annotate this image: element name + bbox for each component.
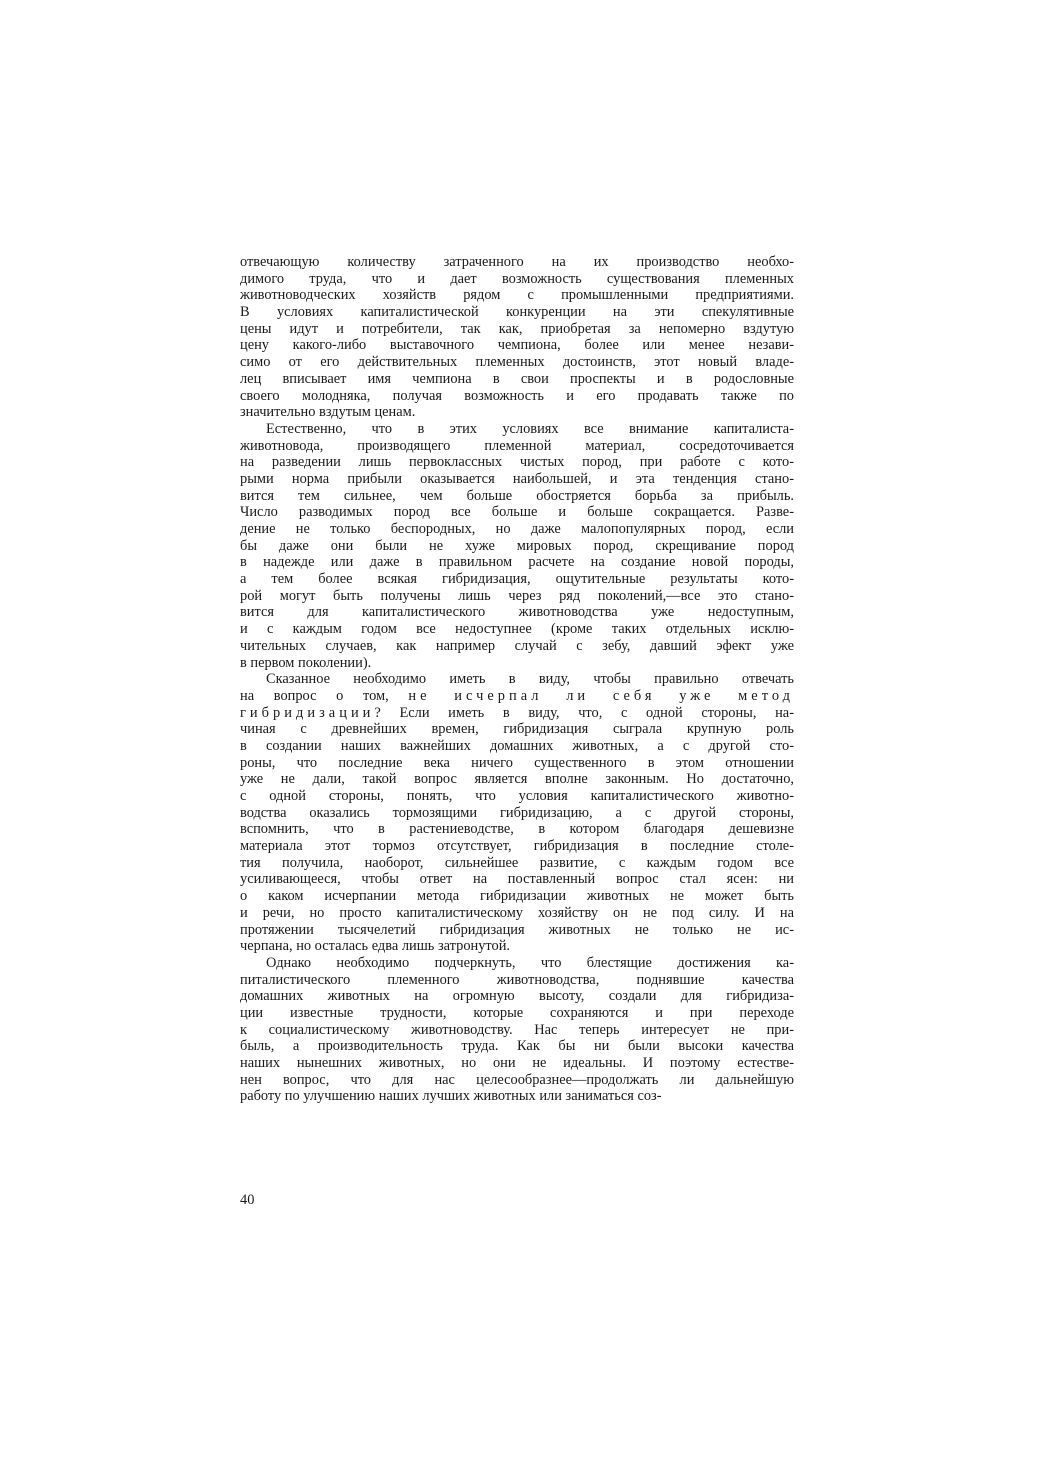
text-line: питалистического племенного животноводства, поднявшие качества	[240, 971, 794, 988]
text-line: гибридизации? Если иметь в виду, что, с одной стороны, на-	[240, 704, 794, 721]
text-line: Однако необходимо подчеркнуть, что блестящие достижения ка-	[266, 954, 794, 971]
emphasized-phrase: гибридизации	[240, 704, 375, 721]
text-line: Число разводимых пород все больше и больше сокращается. Разве-	[240, 504, 794, 521]
text-line: вится для капиталистического животноводства уже недоступным,	[240, 604, 794, 621]
text-line: и с каждым годом все недоступнее (кроме таких отдельных исклю-	[240, 621, 794, 638]
text-line: чительных случаев, как например случай с зебу, давший эфект уже	[240, 637, 794, 654]
text-line: вится тем сильнее, чем больше обостряется борьба за прибыль.	[240, 487, 794, 504]
text-line: черпана, но осталась едва лишь затронутой.	[240, 938, 510, 955]
text-line: лец вписывает имя чемпиона в свои проспекты и в родословные	[240, 370, 794, 387]
text-line: с одной стороны, понять, что условия капиталистического животно-	[240, 788, 794, 804]
text-line: работу по улучшению наших лучших животных или заниматься соз-	[240, 1088, 662, 1105]
text-line: симо от его действительных племенных достоинств, этот новый владе-	[240, 354, 794, 371]
text-line: дение не только беспородных, но даже малопопулярных пород, если	[240, 521, 794, 537]
text-line: уже не дали, такой вопрос является вполне законным. Но достаточно,	[240, 771, 794, 788]
text-line: домашних животных на огромную высоту, создали для гибридиза-	[240, 988, 794, 1005]
text-line: роны, что последние века ничего существенного в этом отношении	[240, 754, 794, 771]
text-line: водства оказались тормозящими гибридизацию, а с другой стороны,	[240, 804, 794, 821]
text-line: Сказанное необходимо иметь в виду, чтобы правильно отвечать	[266, 671, 794, 688]
page-number: 40	[240, 1192, 255, 1208]
emphasized-phrase: не исчерпал ли себя уже метод	[408, 687, 794, 704]
text-line: значительно вздутым ценам.	[240, 404, 416, 421]
text-line: В условиях капиталистической конкуренции на эти спекулятивные	[240, 304, 794, 321]
text-line: протяжении тысячелетий гибридизация животных не только не ис-	[240, 921, 794, 938]
text-line: в надежде или даже в правильном расчете на создание новой породы,	[240, 554, 794, 571]
text-line: вспомнить, что в растениеводстве, в котором благодаря дешевизне	[240, 821, 794, 838]
text-line: быль, а производительность труда. Как бы ни были высоки качества	[240, 1038, 794, 1055]
text-line: отвечающую количеству затраченного на их производство необхо-	[240, 254, 794, 270]
text-line: рой могут быть получены лишь через ряд поколений,—все это стано-	[240, 587, 794, 604]
text-line: о каком исчерпании метода гибридизации животных не может быть	[240, 888, 794, 905]
paragraph	[240, 955, 794, 1105]
text-line: и речи, но просто капиталистическому хозяйству он не под силу. И на	[240, 904, 794, 921]
text-line: материала этот тормоз отсутствует, гибридизация в последние столе-	[240, 838, 794, 855]
text-line: Естественно, что в этих условиях все внимание капиталиста-	[266, 420, 794, 437]
text-line: нен вопрос, что для нас целесообразнее—продолжать ли дальнейшую	[240, 1071, 794, 1088]
paragraph	[240, 421, 794, 671]
text-line: своего молодняка, получая возможность и его продавать также по	[240, 387, 794, 404]
text-line: наших нынешних животных, но они не идеальны. И поэтому естестве-	[240, 1055, 794, 1071]
page-body	[240, 254, 794, 1105]
text-line: на разведении лишь первоклассных чистых пород, при работе с кото-	[240, 454, 794, 471]
paragraph	[240, 254, 794, 421]
text-line: животноводческих хозяйств рядом с промышленными предприятиями.	[240, 287, 794, 304]
text-line: в первом поколении).	[240, 654, 372, 671]
text-line: тия получила, наоборот, сильнейшее развитие, с каждым годом все	[240, 854, 794, 871]
text-line: рыми норма прибыли оказывается наибольшей, и эта тенденция стано-	[240, 470, 794, 487]
text-line: цены идут и потребители, так как, приобретая за непомерно вздутую	[240, 320, 794, 337]
text-line: цену какого-либо выставочного чемпиона, более или менее незави-	[240, 337, 794, 354]
text-line: ции известные трудности, которые сохраняются и при переходе	[240, 1004, 794, 1021]
text-line: димого труда, что и дает возможность существования племенных	[240, 270, 794, 287]
text-line: в создании наших важнейших домашних животных, а с другой сто-	[240, 737, 794, 754]
text-line: на вопрос о том, не исчерпал ли себя уже метод	[240, 687, 794, 704]
text-line: а тем более всякая гибридизация, ощутительные результаты кото-	[240, 571, 794, 588]
text-line: к социалистическому животноводству. Нас теперь интересует не при-	[240, 1021, 794, 1038]
paragraph	[240, 671, 794, 955]
text-line: бы даже они были не хуже мировых пород, скрещивание пород	[240, 537, 794, 554]
text-line: усиливающееся, чтобы ответ на поставленный вопрос стал ясен: ни	[240, 871, 794, 888]
text-line: животновода, производящего племенной материал, сосредоточивается	[240, 437, 794, 454]
text-line: чиная с древнейших времен, гибридизация сыграла крупную роль	[240, 721, 794, 738]
